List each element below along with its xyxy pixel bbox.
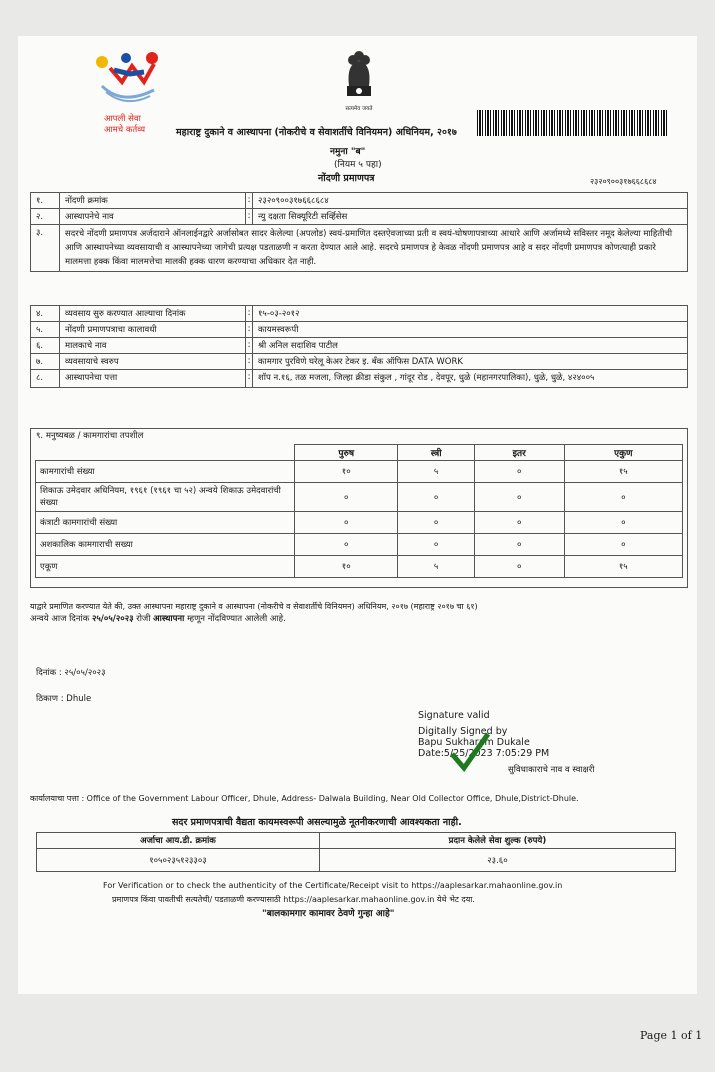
cell-total: ० xyxy=(564,534,682,556)
declaration-line-2 xyxy=(30,614,286,625)
signatory-designation: सुविधाकाराचे नाव व स्वाक्षरी xyxy=(508,765,595,775)
cell-female: ० xyxy=(398,512,474,534)
table-row: ६. मालकाचे नाव : श्री अनिल सदाशिव पाटील xyxy=(31,338,688,354)
address-label: आस्थापनेचा पत्ता xyxy=(60,370,246,388)
business-nature-label: व्यवसायाचे स्वरुप xyxy=(60,354,246,370)
issue-date: दिनांक : २५/०५/२०२३ xyxy=(36,668,106,678)
row-number: ३. xyxy=(31,225,60,272)
address-value: शॉप न.१६, तळ मजला, जिल्हा क्रीडा संकुल , गांदूर रोड , देवपूर, धुळे (महानगरपालिका), धुळे, धुळे, ४२४००५ xyxy=(253,370,688,388)
table-row xyxy=(36,461,683,483)
table-row xyxy=(36,556,683,578)
row-label: एकूण xyxy=(36,556,295,578)
row-number: ८. xyxy=(31,370,60,388)
cell-other: ० xyxy=(474,461,564,483)
table-row xyxy=(37,849,676,872)
declaration-mid: रोजी xyxy=(136,614,151,624)
ashoka-emblem-icon xyxy=(339,50,379,102)
registration-details-table xyxy=(30,192,688,272)
cell-other: ० xyxy=(474,512,564,534)
header-female: स्त्री xyxy=(398,445,474,461)
row-number: ६. xyxy=(31,338,60,354)
row-number: १. xyxy=(31,193,60,209)
declaration-suffix: म्हणून नोंदविण्यात आलेली आहे. xyxy=(187,614,286,624)
registration-number-label: नोंदणी क्रमांक xyxy=(60,193,246,209)
application-id-value: १०५०२३५१२३३०३ xyxy=(37,849,320,872)
aaple-sarkar-logo xyxy=(92,50,172,150)
business-details-table xyxy=(30,305,688,388)
table-row xyxy=(36,512,683,534)
table-row xyxy=(36,534,683,556)
row-label: कंत्राटी कामगारांची संख्या xyxy=(36,512,295,534)
verification-marathi: प्रमाणपत्र किंवा पावतीची सत्यतेची/ पडताळणी करण्यासाठी https://aaplesarkar.mahaonline.gov.in येथे भेट दया. xyxy=(112,895,475,904)
disclaimer-text: सदरचे नोंदणी प्रमाणपत्र अर्जदाराने ऑनलाईनद्वारे अर्जासोबत सादर केलेल्या (अपलोड) स्वयं-प्रमाणित दस्तऐवजाच्या प्रती व स्वयं-घोषणापत्राच्या आधारे आणि अर्जामध्ये सविस्तर नमूद केलेल्या माहितीची आणि आस्थापनेच्या व्यवसायाची व आस्थापनेच्या जागेची प्रत्यक्ष पडताळणी न करता देण्यात आले आहे. सदरचे प्रमाणपत्र हे केवळ नोंदणी प्रमाणपत्र आहे व सदर नोंदणी प्रमाणपत्र कोणत्याही प्रकारे मालमत्ता हक्क किंवा मालमत्तेचा मालकी हक्क धारण करण्याचा अधिकार देत नाही. xyxy=(60,225,688,272)
owner-name-value: श्री अनिल सदाशिव पाटील xyxy=(253,338,688,354)
row-label: अशकालिक कामगाराची सख्या xyxy=(36,534,295,556)
rule-reference: (नियम ५ पहा) xyxy=(334,160,382,170)
child-labour-slogan: "बालकामगार कामावर ठेवणे गुन्हा आहे" xyxy=(262,909,395,919)
table-row xyxy=(36,483,683,512)
cell-other: ० xyxy=(474,534,564,556)
row-label: शिकाऊ उमेदवार अधिनियम, १९६१ (१९६१ चा ५२) अन्वये शिकाऊ उमेदवारांची संख्या xyxy=(36,483,295,512)
cell-male: ० xyxy=(295,483,398,512)
start-date-label: व्यवसाय सुरु करण्यात आल्याचा दिनांक xyxy=(60,306,246,322)
signature-valid-text: Signature valid xyxy=(418,710,490,721)
cell-female: ५ xyxy=(398,461,474,483)
logo-line-1: आपली सेवा xyxy=(104,114,141,124)
table-header-row xyxy=(37,833,676,849)
application-id-header: अर्जाचा आय.डी. क्रमांक xyxy=(37,833,320,849)
signature-checkmark-icon xyxy=(448,730,492,772)
cell-total: ० xyxy=(564,483,682,512)
page-number: Page 1 of 1 xyxy=(640,1029,703,1042)
row-number: ४. xyxy=(31,306,60,322)
cell-female: ० xyxy=(398,534,474,556)
row-label: कामगारांची संख्या xyxy=(36,461,295,483)
manpower-heading: ९. मनुष्यबळ / कामगारांचा तपशील xyxy=(36,431,144,441)
establishment-word: आस्थापना xyxy=(153,614,185,624)
form-name: नमुना "ब" xyxy=(330,147,366,157)
signer-name: Bapu Sukharam Dukale xyxy=(418,737,530,748)
header-other: इतर xyxy=(474,445,564,461)
table-row: ४. व्यवसाय सुरु करण्यात आल्याचा दिनांक : १५-०३-२०१२ xyxy=(31,306,688,322)
establishment-name-value: न्यु दक्षता सिक्यूरिटी सर्व्हिसेस xyxy=(253,209,688,225)
state-emblem xyxy=(334,50,384,122)
barcode-number: २३२०९००३१७६६८६८४ xyxy=(590,177,657,186)
office-address: कार्यालयाचा पत्ता : Office of the Government Labour Officer, Dhule, Address- Dalwala Building, Near Old Collector Office, Dhule,District-Dhule. xyxy=(30,794,579,803)
table-row: ८. आस्थापनेचा पत्ता : शॉप न.१६, तळ मजला, जिल्हा क्रीडा संकुल , गांदूर रोड , देवपूर, धुळे (महानगरपालिका), धुळे, धुळे, ४२४००५ xyxy=(31,370,688,388)
signature-digitally-signed: Digitally Signed by xyxy=(418,726,508,737)
aaple-sarkar-logo-icon xyxy=(92,50,172,110)
manpower-section xyxy=(30,428,688,588)
logo-line-2: आमचे कर्तव्य xyxy=(104,125,146,135)
header-male: पुरुष xyxy=(295,445,398,461)
business-nature-value: कामगार पुरविणे घरेलू केअर टेकर इ. बँक ऑफिस DATA WORK xyxy=(253,354,688,370)
cell-total: ० xyxy=(564,512,682,534)
validity-note: सदर प्रमाणपत्राची वैद्यता कायमस्वरूपी असल्यामुळे नूतनीकरणाची आवश्यकता नाही. xyxy=(172,817,462,828)
emblem-caption: सत्यमेव जयते xyxy=(345,106,373,112)
validity-period-value: कायमस्वरूपी xyxy=(253,322,688,338)
fee-table xyxy=(36,832,676,872)
cell-other: ० xyxy=(474,483,564,512)
service-fee-header: प्रदान केलेले सेवा शुल्क (रुपये) xyxy=(319,833,675,849)
cell-male: ० xyxy=(295,534,398,556)
issue-place: ठिकाण : Dhule xyxy=(36,694,92,704)
registration-date: २५/०५/२०२३ xyxy=(91,614,134,624)
signature-date: Date:5/25/2023 7:05:29 PM xyxy=(418,748,550,759)
registration-number-value: २३२०९००३१७६६८६८४ xyxy=(253,193,688,209)
cell-male: १० xyxy=(295,461,398,483)
declaration-prefix: अन्वये आज दिनांक xyxy=(30,614,90,624)
table-row: ७. व्यवसायाचे स्वरुप : कामगार पुरविणे घरेलू केअर टेकर इ. बँक ऑफिस DATA WORK xyxy=(31,354,688,370)
act-title: महाराष्ट्र दुकाने व आस्थापना (नोकरीचे व सेवाशर्तीचे विनियमन) अधिनियम, २०१७ xyxy=(176,127,457,138)
cell-male: १० xyxy=(295,556,398,578)
table-row xyxy=(31,225,688,272)
owner-name-label: मालकाचे नाव xyxy=(60,338,246,354)
cell-male: ० xyxy=(295,512,398,534)
barcode xyxy=(477,110,667,136)
declaration-line-1: याद्वारे प्रमाणित करण्यात येते की, उक्त आस्थापना महाराष्ट्र दुकाने व आस्थापना (नोकरीचे व सेवाशर्तीचे विनियमन) अधिनियम, २०१७ (महाराष्ट्र २०१७ चा ६१) xyxy=(30,602,478,611)
table-row: ५. नोंदणी प्रमाणपत्राचा कालावधी : कायमस्वरूपी xyxy=(31,322,688,338)
table-header-row xyxy=(36,445,683,461)
establishment-name-label: आस्थापनेचे नाव xyxy=(60,209,246,225)
start-date-value: १५-०३-२०१२ xyxy=(253,306,688,322)
header-total: एकुण xyxy=(564,445,682,461)
cell-total: १५ xyxy=(564,461,682,483)
row-number: ५. xyxy=(31,322,60,338)
table-row: १. नोंदणी क्रमांक : २३२०९००३१७६६८६८४ xyxy=(31,193,688,209)
cell-total: १५ xyxy=(564,556,682,578)
certificate-title: नोंदणी प्रमाणपत्र xyxy=(318,173,375,184)
row-number: ७. xyxy=(31,354,60,370)
table-row: २. आस्थापनेचे नाव : न्यु दक्षता सिक्यूरिटी सर्व्हिसेस xyxy=(31,209,688,225)
cell-female: ५ xyxy=(398,556,474,578)
cell-female: ० xyxy=(398,483,474,512)
service-fee-value: २३.६० xyxy=(319,849,675,872)
row-number: २. xyxy=(31,209,60,225)
cell-other: ० xyxy=(474,556,564,578)
validity-period-label: नोंदणी प्रमाणपत्राचा कालावधी xyxy=(60,322,246,338)
verification-english: For Verification or to check the authenticity of the Certificate/Receipt visit to https://aaplesarkar.mahaonline.gov.in xyxy=(103,881,563,890)
manpower-table xyxy=(35,444,683,578)
